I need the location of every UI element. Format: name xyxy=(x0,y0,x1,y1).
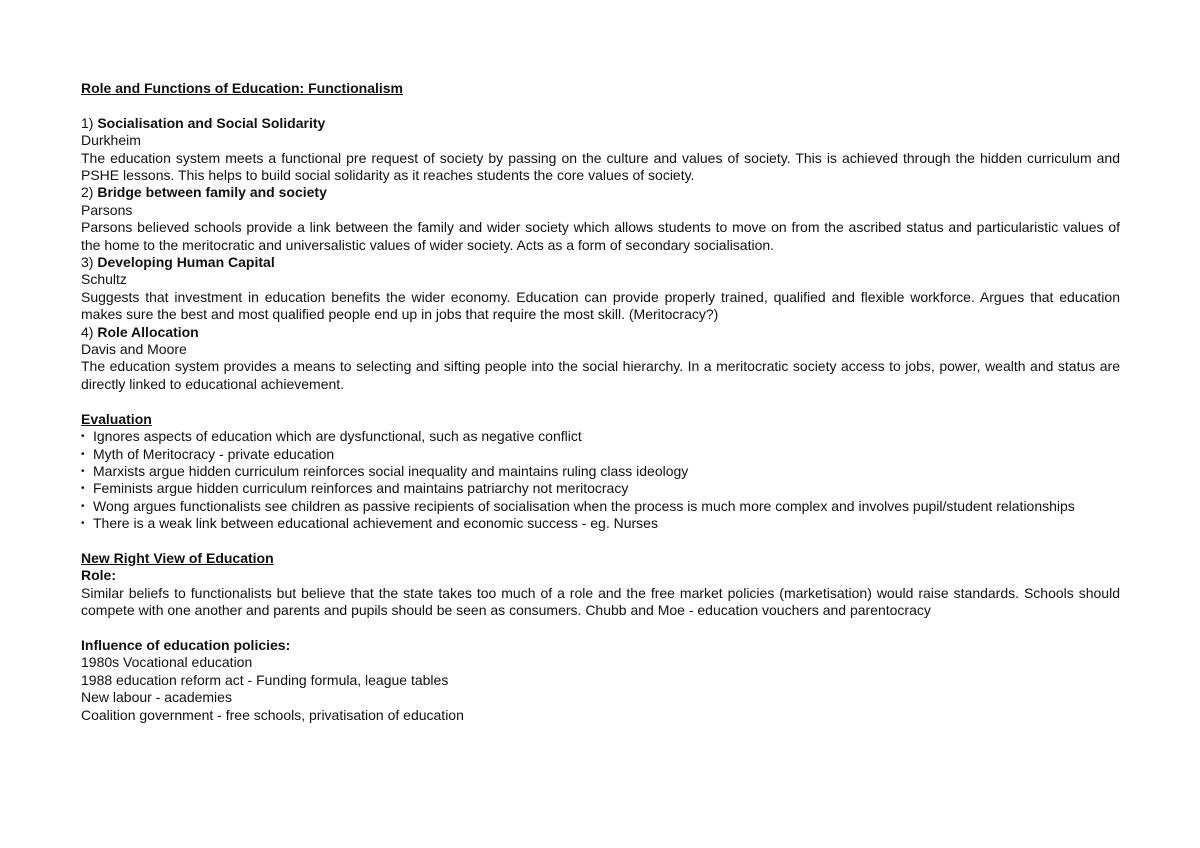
section-text: The education system provides a means to selecting and sifting people into the social hierarchy. In a meritocratic society access to jobs, power, wealth and status are directly linked to educational achievement. xyxy=(81,358,1120,392)
section-human-capital xyxy=(81,254,1120,324)
evaluation-heading: Evaluation xyxy=(81,410,152,427)
section-author: Schultz xyxy=(81,271,127,288)
section-heading xyxy=(81,115,1120,132)
section-author: Parsons xyxy=(81,201,133,218)
section-role-allocation xyxy=(81,324,1120,394)
document-page xyxy=(81,80,1120,724)
section-heading xyxy=(81,324,1120,341)
role-label: Role: xyxy=(81,567,116,584)
policy-item: New labour - academies xyxy=(81,689,232,706)
spacer xyxy=(81,393,1120,410)
section-number: 3) xyxy=(81,254,94,271)
section-socialisation xyxy=(81,115,1120,185)
section-text: Suggests that investment in education benefits the wider economy. Education can provide properly trained, qualified and flexible workforce. Argues that education makes sure the best and most qualified people end up in jobs that require the most skill. (Meritocracy?) xyxy=(81,288,1120,323)
section-title: Role Allocation xyxy=(97,323,199,340)
policy-item: Coalition government - free schools, privatisation of education xyxy=(81,706,464,723)
section-author: Davis and Moore xyxy=(81,341,187,358)
evaluation-section xyxy=(81,411,1120,533)
evaluation-list xyxy=(81,428,1120,532)
evaluation-item: • Feminists argue hidden curriculum reinforces and maintains patriarchy not meritocracy xyxy=(81,480,1120,497)
spacer xyxy=(81,97,1120,114)
section-title: Developing Human Capital xyxy=(97,254,275,271)
evaluation-item: • Myth of Meritocracy - private education xyxy=(81,446,1120,463)
section-bridge xyxy=(81,184,1120,254)
policy-item: 1988 education reform act - Funding formula, league tables xyxy=(81,671,449,688)
section-number: 2) xyxy=(81,184,94,201)
policies-label: Influence of education policies: xyxy=(81,636,291,653)
evaluation-item: • Wong argues functionalists see children as passive recipients of socialisation when the process is much more complex and involves pupil/student relationships xyxy=(81,498,1120,515)
section-text: Parsons believed schools provide a link between the family and wider society which allows students to move on from the ascribed status and particularistic values of the home to the meritocratic and universalistic values of wider society. Acts as a form of secondary socialisation. xyxy=(81,219,1120,253)
spacer xyxy=(81,533,1120,550)
spacer xyxy=(81,620,1120,637)
evaluation-item: • Ignores aspects of education which are dysfunctional, such as negative conflict xyxy=(81,428,1120,445)
section-title: Socialisation and Social Solidarity xyxy=(97,114,326,131)
evaluation-item: • There is a weak link between educational achievement and economic success - eg. Nurses xyxy=(81,515,1120,532)
section-heading xyxy=(81,184,1120,201)
section-author: Durkheim xyxy=(81,132,141,149)
role-text: Similar beliefs to functionalists but believe that the state takes too much of a role and the free market policies (marketisation) would raise standards. Schools should compete with one another and parents and pupils should be seen as consumers. Chubb and Moe - education vouchers and parentocracy xyxy=(81,584,1120,619)
section-heading xyxy=(81,254,1120,271)
new-right-section xyxy=(81,550,1120,724)
section-number: 1) xyxy=(81,114,94,131)
document-title: Role and Functions of Education: Functionalism xyxy=(81,80,403,96)
section-text: The education system meets a functional pre request of society by passing on the culture and values of society. This is achieved through the hidden curriculum and PSHE lessons. This helps to build social solidarity as it reaches students the core values of society. xyxy=(81,149,1120,184)
policy-item: 1980s Vocational education xyxy=(81,654,253,671)
new-right-heading: New Right View of Education xyxy=(81,549,274,566)
section-number: 4) xyxy=(81,323,94,340)
section-title: Bridge between family and society xyxy=(97,184,327,201)
evaluation-item: • Marxists argue hidden curriculum reinforces social inequality and maintains ruling class ideology xyxy=(81,463,1120,480)
